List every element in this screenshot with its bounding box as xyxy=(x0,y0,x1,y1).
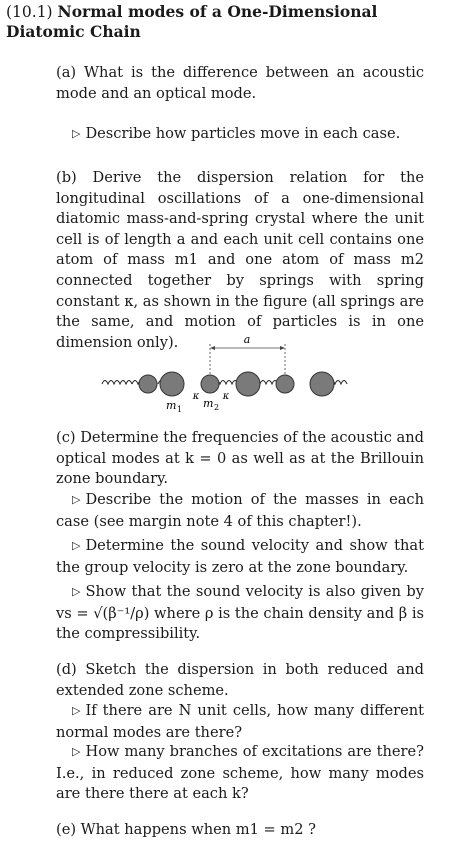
mass-m1-2 xyxy=(236,372,260,396)
triangle-bullet-icon: ▷ xyxy=(72,127,81,140)
label-m1-sub: 1 xyxy=(177,405,183,414)
part-d-hint-2-text: How many branches of excitations are there? I.e., in reduced zone scheme, how many modes are there there at each k? xyxy=(56,743,424,803)
mass-m1-3 xyxy=(310,372,334,396)
part-b-question: (b) Derive the dispersion relation for the longitudinal oscillations of a one-dimensional diatomic mass-and-spring crystal where the unit cell is of length a and each unit cell contains one atom of mass m1 and one atom of mass m2 connected together by springs with spring constant κ, as shown in the figure (all springs are the same, and motion of particles is in one dimension only). xyxy=(56,169,424,351)
triangle-bullet-icon: ▷ xyxy=(72,704,81,717)
part-c-hint-1 xyxy=(56,490,424,532)
label-m1: m xyxy=(166,399,177,412)
label-m2: m xyxy=(203,397,214,410)
part-d-hint-2 xyxy=(56,742,424,805)
mass-m2-left xyxy=(139,375,157,393)
mass-m2-2 xyxy=(276,375,294,393)
triangle-bullet-icon: ▷ xyxy=(72,585,81,598)
part-a-hint-text: Describe how particles move in each case. xyxy=(85,125,401,142)
spring-0 xyxy=(102,381,132,385)
part-e-question: (e) What happens when m1 = m2 ? xyxy=(56,821,316,838)
arrow-right-head xyxy=(280,346,285,350)
part-c-hint-2 xyxy=(56,536,424,578)
part-a-hint xyxy=(56,124,424,146)
label-kappa-2: κ xyxy=(222,391,230,402)
part-d-question: (d) Sketch the dispersion in both reduced and extended zone scheme. xyxy=(56,661,424,699)
mass-m2-1 xyxy=(201,375,219,393)
diatomic-chain-figure xyxy=(100,334,360,414)
part-a-question: (a) What is the difference between an acoustic mode and an optical mode. xyxy=(56,64,424,102)
triangle-bullet-icon: ▷ xyxy=(72,539,81,552)
chain-diagram xyxy=(100,334,360,414)
label-a: a xyxy=(243,334,251,346)
label-kappa-1: κ xyxy=(192,391,200,402)
part-c-hint-1-text: Describe the motion of the masses in each case (see margin note 4 of this chapter!). xyxy=(56,491,424,530)
arrow-left-head xyxy=(210,346,215,350)
label-m2-sub: 2 xyxy=(214,403,220,412)
part-c-hint-2-text: Determine the sound velocity and show that the group velocity is zero at the zone boundary. xyxy=(56,537,424,576)
part-c-hint-3-text: Show that the sound velocity is also given by vs = √(β⁻¹/ρ) where ρ is the chain density and β is the compressibility. xyxy=(56,583,424,643)
section-title: Normal modes of a One-Dimensional Diatomic Chain xyxy=(6,2,378,41)
section-number: (10.1) xyxy=(6,3,53,21)
mass-m1-1 xyxy=(160,372,184,396)
triangle-bullet-icon: ▷ xyxy=(72,493,81,506)
part-c-hint-3 xyxy=(56,582,424,645)
part-c-question: (c) Determine the frequencies of the acoustic and optical modes at k = 0 as well as at the Brillouin zone boundary. xyxy=(56,429,424,488)
part-d-hint-1 xyxy=(56,701,424,743)
section-heading xyxy=(6,2,436,42)
triangle-bullet-icon: ▷ xyxy=(72,745,81,758)
part-d-hint-1-text: If there are N unit cells, how many different normal modes are there? xyxy=(56,702,424,741)
